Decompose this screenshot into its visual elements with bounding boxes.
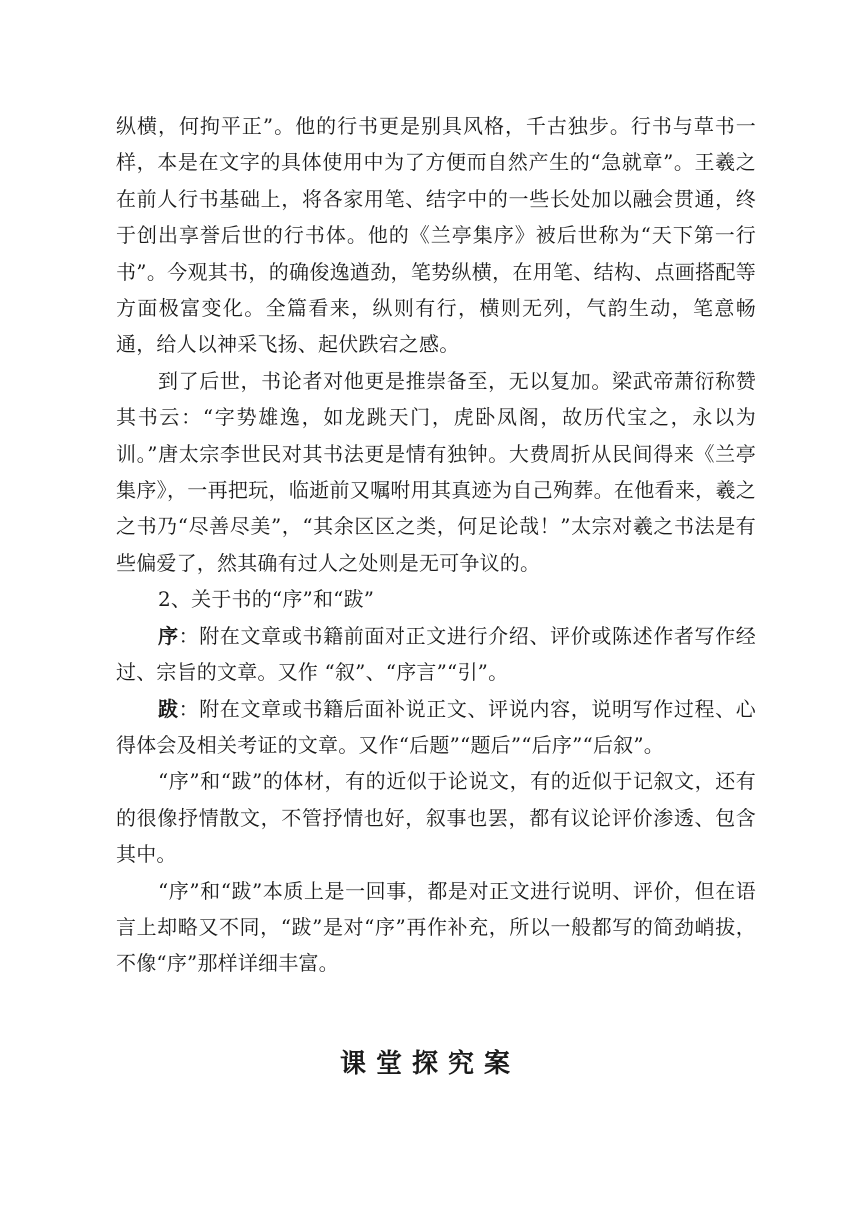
paragraph-comparison: “序”和“跋”本质上是一回事，都是对正文进行说明、评价，但在语言上却略又不同，“跋”是对“序”再作补充，所以一般都写的简劲峭拔，不像“序”那样详细丰富。 <box>116 878 756 976</box>
document-body <box>116 108 756 982</box>
paragraph-genre: “序”和“跋”的体材，有的近似于论说文，有的近似于记叙文，还有的很像抒情散文，不管抒情也好，叙事也罢，都有议论评价渗透、包含其中。 <box>116 769 756 867</box>
paragraph-wangxizhi-running-script: 纵横，何拘平正”。他的行书更是别具风格，千古独步。行书与草书一样，本是在文字的具体使用中为了方便而自然产生的“急就章”。王羲之在前人行书基础上，将各家用笔、结字中的一些长处加以融会贯通，终于创出享誉后世的行书体。他的《兰亭集序》被后世称为“天下第一行书”。今观其书，的确俊逸遒劲，笔势纵横，在用笔、结构、点画搭配等方面极富变化。全篇看来，纵则有行，横则无列，气韵生动，笔意畅通，给人以神采飞扬、起伏跌宕之感。 <box>116 114 756 357</box>
definition-postscript-text: ：附在文章或书籍后面补说正文、评说内容，说明写作过程、心得体会及相关考证的文章。又作“后题”“题后”“后序”“后叙”。 <box>116 696 756 757</box>
definition-preface <box>116 618 756 691</box>
term-postscript: 跋 <box>158 696 179 721</box>
paragraph-later-praise: 到了后世，书论者对他更是推崇备至，无以复加。梁武帝萧衍称赞其书云：“字势雄逸，如龙跳天门，虎卧凤阁，故历代宝之，永以为训。”唐太宗李世民对其书法更是情有独钟。大费周折从民间得来《兰亭集序》，一再把玩，临逝前又嘱咐用其真迹为自己殉葬。在他看来，羲之之书乃“尽善尽美”，“其余区区之类，何足论哉！”太宗对羲之书法是有些偏爱了，然其确有过人之处则是无可争议的。 <box>116 368 756 575</box>
subheading-preface-postscript: 2、关于书的“序”和“跋” <box>158 587 375 612</box>
section-title: 课堂探究案 <box>339 1049 520 1079</box>
definition-postscript <box>116 691 756 764</box>
term-preface: 序 <box>158 623 179 648</box>
definition-preface-text: ：附在文章或书籍前面对正文进行介绍、评价或陈述作者写作经过、宗旨的文章。又作 “叙”、“序言”“引”。 <box>116 623 756 685</box>
